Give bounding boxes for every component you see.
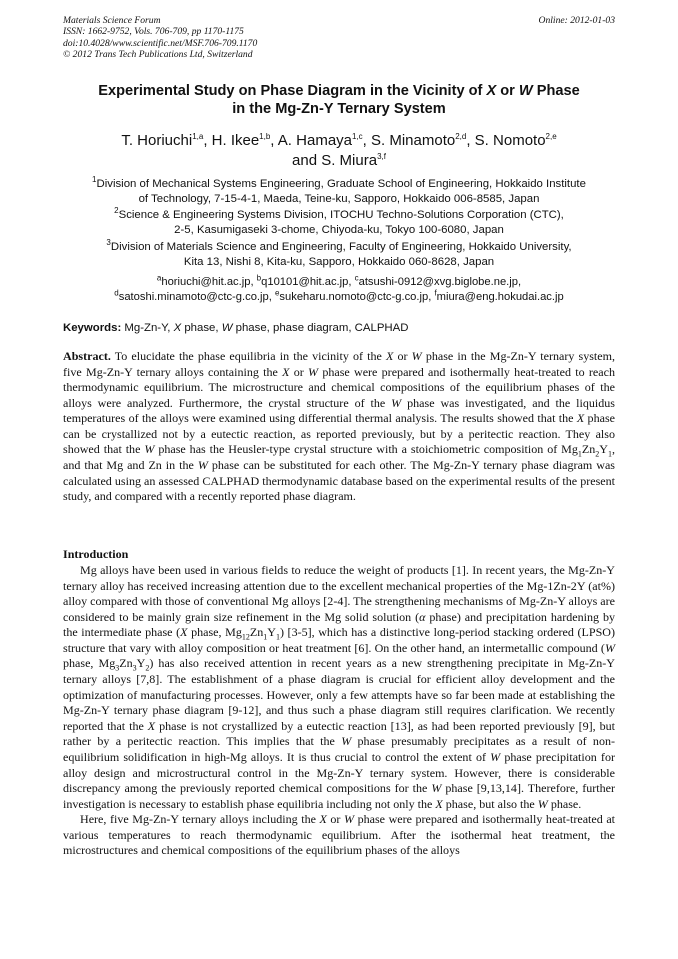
affiliation-3: $^3$Division of Materials Science and Engineering, Faculty of Engineering, Hokkaido University, Kita 13, Nishi 8, Kita-ku, Sapporo, Hokkaido 060-8628, Japan [106,238,572,269]
issn-line: ISSN: 1662-9752, Vols. 706-709, pp 1170-1175 [63,26,244,38]
author-list: T. Horiuchi$^{1,a}$, H. Ikee$^{1,b}$, A. Hamaya$^{1,c}$, S. Minamoto$^{2,d}$, S. Nomoto$^{2,e}$ and S. Miura$^{3,f}$ [121,132,557,169]
introduction-heading: Introduction [63,547,129,561]
copyright-line: © 2012 Trans Tech Publications Ltd, Switzerland [63,48,253,60]
introduction-body [63,563,615,859]
affiliation-1: $^1$Division of Mechanical Systems Engineering, Graduate School of Engineering, Hokkaido Institute of Technology, 7-15-4-1, Maeda, Teine-ku, Sapporo, Hokkaido 006-8585, Japan [92,175,586,206]
abstract: Abstract. To elucidate the phase equilibria in the vicinity of the X or W phase in the Mg-Zn-Y ternary system, five Mg-Zn-Y ternary alloys containing the X or W phase were prepared and isothermally heat-treated to reach thermodynamic equilibrium. The microstructure and chemical compositions of the equilibrium phases of the alloys were analyzed. Furthermore, the crystal structure of the W phase was investigated, and the liquidus temperatures of the alloys were examined using differential thermal analysis. The results showed that the X phase can be crystallized not by a eutectic reaction, as reported previously, but by a peritectic reaction. They also showed that the W phase has the Heusler-type crystal structure with a stoichiometric composition of $Mg_1Zn_2Y_1$, and that Mg and Zn in the W phase can be substituted for each other. The Mg-Zn-Y ternary phase diagram was calculated using an assessed CALPHAD thermodynamic database based on the experimental results of the present study, and compared with a recently reported phase diagram. [63,349,615,504]
email-list: $^a$horiuchi@hit.ac.jp, $^b$q10101@hit.ac.jp, $^c$atsushi-0912@xvg.biglobe.ne.jp, $^d$satoshi.minamoto@ctc-g.co.jp, $^e$sukeharu.nomoto@ctc-g.co.jp, $^f$miura@eng.hokudai.ac.jp [114,273,564,303]
doi-line: doi:10.4028/www.scientific.net/MSF.706-709.1170 [63,37,258,49]
paper-title: Experimental Study on Phase Diagram in the Vicinity of X or W Phase in the Mg-Zn-Y Ternary System [98,83,580,117]
affiliation-2: $^2$Science & Engineering Systems Division, ITOCHU Techno-Solutions Corporation (CTC), 2-5, Kasumigaseki 3-chome, Chiyoda-ku, Tokyo 100-6080, Japan [114,206,564,237]
introduction-paragraph-1: Mg alloys have been used in various fields to reduce the weight of products [1]. In recent years, the Mg-Zn-Y ternary alloy has received increasing attention due to the excellent mechanical properties of the Mg-1Zn-2Y (at%) alloy compared with those of conventional Mg alloys [2-4]. The strengthening mechanisms of Mg-Zn-Y alloys are considered to be mainly grain size refinement in the Mg solid solution (α phase) and precipitation hardening by the intermediate phase (X phase, $Mg_{12}Zn_1Y_1$) [3-5], which has a distinctive long-period stacking ordered (LPSO) structure that vary with alloy composition or heat treatment [6]. On the other hand, an intermetallic compound (W phase, $Mg_3Zn_3Y_2$) has also received attention in recent years as a new strengthening precipitate in Mg-Zn-Y ternary alloys [7,8]. The establishment of a phase diagram is crucial for efficient alloy development and the optimization of manufacturing processes. However, only a few attempts have so far been made at establishing the Mg-Zn-Y ternary phase diagram [9-12], and thus such a phase diagram still requires clarification. We recently reported that the X phase is not crystallized by a eutectic reaction [13], as had been reported previously [9], but rather by a peritectic reaction. This implies that the W phase presumably precipitates as a result of non-equilibrium solidification in high-Mg alloys. It is thus crucial to control the extent of W phase precipitation for alloy design and microstructural control in the Mg-Zn-Y ternary system. However, there is considerable discrepancy among the previously reported chemical compositions for the W phase [9,13,14]. Therefore, further investigation is necessary to establish phase equilibria including not only the X phase, but also the W phase. [63,563,616,811]
online-date: Online: 2012-01-03 [538,15,615,26]
keywords: Keywords: Mg-Zn-Y, X phase, W phase, phase diagram, CALPHAD [63,322,409,334]
introduction-paragraph-2: Here, five Mg-Zn-Y ternary alloys including the X or W phase were prepared and isothermally heat-treated at various temperatures to reach thermodynamic equilibrium. After the isothermal heat treatment, the microstructures and chemical compositions of the equilibrium phases of the alloys [63,812,616,858]
journal-name: Materials Science Forum [63,15,161,26]
journal-header [63,15,615,60]
